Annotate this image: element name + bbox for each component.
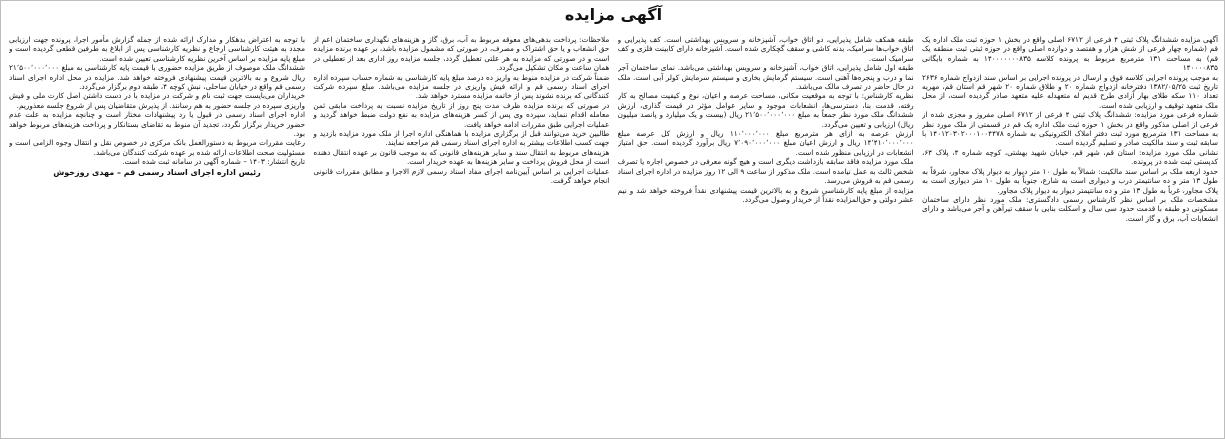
paragraph: اداره اجرای اسناد رسمی در قبول یا رد پیشنهادات مختار است و چنانچه مزایده به علت عدم حضور خریدار برگزار نگردد، تجدید آن منوط به تقاضای بستانکار و پرداخت هزینه‌های مربوط خواهد بود. <box>9 110 305 139</box>
paragraph: خریداران می‌بایست جهت ثبت نام و شرکت در مزایده با در دست داشتن اصل کارت ملی و فیش واریزی سپرده در جلسه حضور به هم رسانند. از پذیرش متقاضیان پس از شروع جلسه معذوریم. <box>9 91 305 110</box>
paragraph: عملیات اجرایی بر اساس آیین‌نامه اجرای مفاد اسناد رسمی لازم الاجرا و مطابق مقررات قانونی انجام خواهد گرفت. <box>313 166 610 186</box>
paragraph: با توجه به اعتراض بدهکار و مدارک ارائه شده از جمله گزارش مأمور اجرا، پرونده جهت ارزیابی مجدد به هیئت کارشناسی ارجاع و نظریه کارشناسی پس از ابلاغ به طرفین قطعی گردیده است و مبلغ پایه مزایده بر اساس آخرین نظریه کارشناسی تعیین شده است. <box>9 35 305 63</box>
paragraph: شماره فرعی مورد مزایده: ششدانگ پلاک ثبتی ۴ فرعی از ۶۷۱۲ اصلی مفروز و مجزی شده از فرعی از اصلی مذکور واقع در بخش ۱ حوزه ثبت ملک اداره یک قم در قسمتی از ملک مورد نظر به مساحت ۱۳۱ مترمربع مورد ثبت دفتر املاک الکترونیکی به شماره ۱۴۰۱۲۰۳۰۲۰۰۰۱۰۰۴۴۷۸ با سابقه ثبت و سند مالکیت صادر و تسلیم گردیده است. <box>921 110 1218 148</box>
notice-header <box>1 1 1225 35</box>
paragraph: حدود اربعه ملک بر اساس سند مالکیت: شمالاً به طول ۱۰ متر دیوار به دیوار پلاک مجاور، شرقاً به طول ۱۳ متر و ده سانتیمتر درب و دیواری است به شارع، جنوباً به طول ۱۰ متر دیواری است به پلاک مجاور، غرباً به طول ۱۳ متر و ده سانتیمتر دیوار به دیوار پلاک مجاور. <box>921 166 1218 195</box>
notice-columns <box>9 35 1218 434</box>
paragraph: طالبین خرید می‌توانند قبل از برگزاری مزایده با هماهنگی اداره اجرا از ملک مورد مزایده بازدید و جهت کسب اطلاعات بیشتر به اداره اجرای اسناد رسمی قم مراجعه نمایند. <box>313 129 610 148</box>
paragraph: ششدانگ ملک موصوف از طریق مزایده حضوری با قیمت پایه کارشناسی به مبلغ ۲۱٬۵۰۰٬۰۰۰٬۰۰۰ ریال شروع و به بالاترین قیمت پیشنهادی فروخته خواهد شد. مزایده در محل اداره اجرای اسناد رسمی قم واقع در خیابان ساحلی، نبش کوچه ۴، طبقه دوم برگزار می‌گردد. <box>9 63 305 92</box>
paragraph: ارزش عرصه به ازای هر مترمربع مبلغ ۱۱۰٬۰۰۰٬۰۰۰ ریال و ارزش کل عرصه مبلغ ۱۴٬۴۱۰٬۰۰۰٬۰۰۰ ریال و ارزش اعیان مبلغ ۷٬۰۹۰٬۰۰۰٬۰۰۰ ریال برآورد گردیده است. حق امتیاز انشعابات در ارزیابی منظور شده است. <box>617 129 914 157</box>
paragraph: به موجب پرونده اجرایی کلاسه فوق و ارسال در پرونده اجرایی بر اساس سند ازدواج شماره ۲۶۳۶ تاریخ ثبت ۱۳۸۲/۰۵/۲۵ دفترخانه ازدواج شماره ۲۰ و طلاق شماره ۲۰ شهر قم استان قم، مهریه تعداد ۱۱۰ سکه طلای بهار آزادی طرح قدیم له متعهدله علیه متعهد صادر گردیده است، از محل ملک متعهد توقیف و ارزیابی شده است. <box>921 72 1218 110</box>
paragraph: هزینه‌های مربوط به انتقال سند و سایر هزینه‌های قانونی که به موجب قانون بر عهده انتقال دهنده است از محل فروش پرداخت و سایر هزینه‌ها به عهده خریدار است. <box>313 147 610 167</box>
signature-line: رئیس اداره اجرای اسناد رسمی قم – مهدی روزخوش <box>53 167 261 177</box>
paragraph: ضمناً شرکت در مزایده منوط به واریز ده درصد مبلغ پایه کارشناسی به شماره حساب سپرده اداره اجرای اسناد رسمی قم و ارائه فیش واریزی در جلسه مزایده می‌باشد. مبلغ سپرده شرکت کنندگانی که برنده نشوند پس از خاتمه مزایده مسترد خواهد شد. <box>313 72 610 101</box>
paragraph: آگهی مزایده ششدانگ پلاک ثبتی ۴ فرعی از ۶۷۱۲ اصلی واقع در بخش ۱ حوزه ثبت ملک اداره یک قم (شماره چهار فرعی از شش هزار و هفتصد و دوازده اصلی واقع در حوزه ثبتی ثبت منطقه یک قم) به مساحت ۱۳۱ مترمربع مربوط به پرونده کلاسه ۱۴۰۰۰۰۰۰۰۸۳۵ به شماره بایگانی ۱۴۰۰۰۰۸۳۵ <box>921 35 1218 73</box>
notice-column-2 <box>618 35 914 434</box>
paragraph: طبقه اول شامل پذیرایی، اتاق خواب، آشپزخانه و سرویس بهداشتی می‌باشد. نمای ساختمان آجر نما و درب و پنجره‌ها آهنی است. سیستم گرمایش بخاری و سیستم سرمایش کولر آبی است. ملک در حال حاضر در تصرف مالک می‌باشد. <box>617 63 914 92</box>
paragraph: طبقه همکف شامل پذیرایی، دو اتاق خواب، آشپزخانه و سرویس بهداشتی است. کف پذیرایی و اتاق خواب‌ها سرامیک، بدنه کاشی و سقف گچکاری شده است. آشپزخانه دارای کابینت فلزی و کف سرامیک است. <box>617 35 914 63</box>
paragraph: ملک مورد مزایده فاقد سابقه بازداشت دیگری است و هیچ گونه معرفی در خصوص اجاره یا تصرف شخص ثالث به عمل نیامده است. ملک مذکور از ساعت ۹ الی ۱۲ روز مزایده در اداره اجرای اسناد رسمی قم به فروش می‌رسد. <box>617 157 914 186</box>
notice-column-4 <box>9 35 305 434</box>
paragraph: تاریخ انتشار: ۱۴۰۳ – شماره آگهی در سامانه ثبت شده است. <box>122 157 305 167</box>
paragraph: در صورتی که برنده مزایده ظرف مدت پنج روز از تاریخ مزایده نسبت به پرداخت مابقی ثمن معامله اقدام ننماید، سپرده وی پس از کسر هزینه‌های مزایده به نفع دولت ضبط خواهد گردید و عملیات اجرایی طبق مقررات ادامه خواهد یافت. <box>313 100 610 129</box>
paragraph: نشانی ملک مورد مزایده: استان قم، شهر قم، خیابان شهید بهشتی، کوچه شماره ۴، پلاک ۶۴، کدپستی ثبت شده در پرونده. <box>921 147 1218 167</box>
paragraph: مزایده از مبلغ پایه کارشناسی شروع و به بالاترین قیمت پیشنهادی نقداً فروخته خواهد شد و نیم عشر دولتی و حق‌المزایده نقداً از خریدار وصول می‌گردد. <box>617 185 914 204</box>
notice-column-3 <box>313 35 609 434</box>
paragraph: ملاحظات: پرداخت بدهی‌های معوقه مربوط به آب، برق، گاز و هزینه‌های نگهداری ساختمان اعم از حق انشعاب و یا حق اشتراک و مصرف، در صورتی که مشمول مزایده باشد، بر عهده برنده مزایده است و در صورتی که مزایده به هر علتی تعطیل گردد، جلسه مزایده روز اداری بعد از تعطیلی در همان ساعت و مکان تشکیل می‌گردد. <box>313 35 610 73</box>
notice-title: آگهی مزایده <box>564 5 663 24</box>
paragraph: رعایت مقررات مربوط به دستورالعمل بانک مرکزی در خصوص نقل و انتقال وجوه الزامی است و مسئولیت صحت اطلاعات ارائه شده بر عهده شرکت کنندگان می‌باشد. <box>9 138 305 157</box>
paragraph: نظریه کارشناس: با توجه به موقعیت مکانی، مساحت عرصه و اعیان، نوع و کیفیت مصالح به کار رفته، قدمت بنا، دسترسی‌ها، انشعابات موجود و سایر عوامل مؤثر در قیمت گذاری، ارزش ششدانگ ملک مورد نظر جمعاً به مبلغ ۲۱٬۵۰۰٬۰۰۰٬۰۰۰ ریال (بیست و یک میلیارد و پانصد میلیون ریال) ارزیابی و تعیین می‌گردد. <box>617 91 914 129</box>
paragraph: مشخصات ملک بر اساس نظر کارشناس رسمی دادگستری: ملک مورد نظر دارای ساختمان مسکونی دو طبقه با قدمت حدود سی سال و اسکلت بنایی با سقف تیرآهن و آجر می‌باشد و دارای انشعابات آب، برق و گاز است. <box>921 194 1218 223</box>
notice-column-1 <box>922 35 1218 434</box>
